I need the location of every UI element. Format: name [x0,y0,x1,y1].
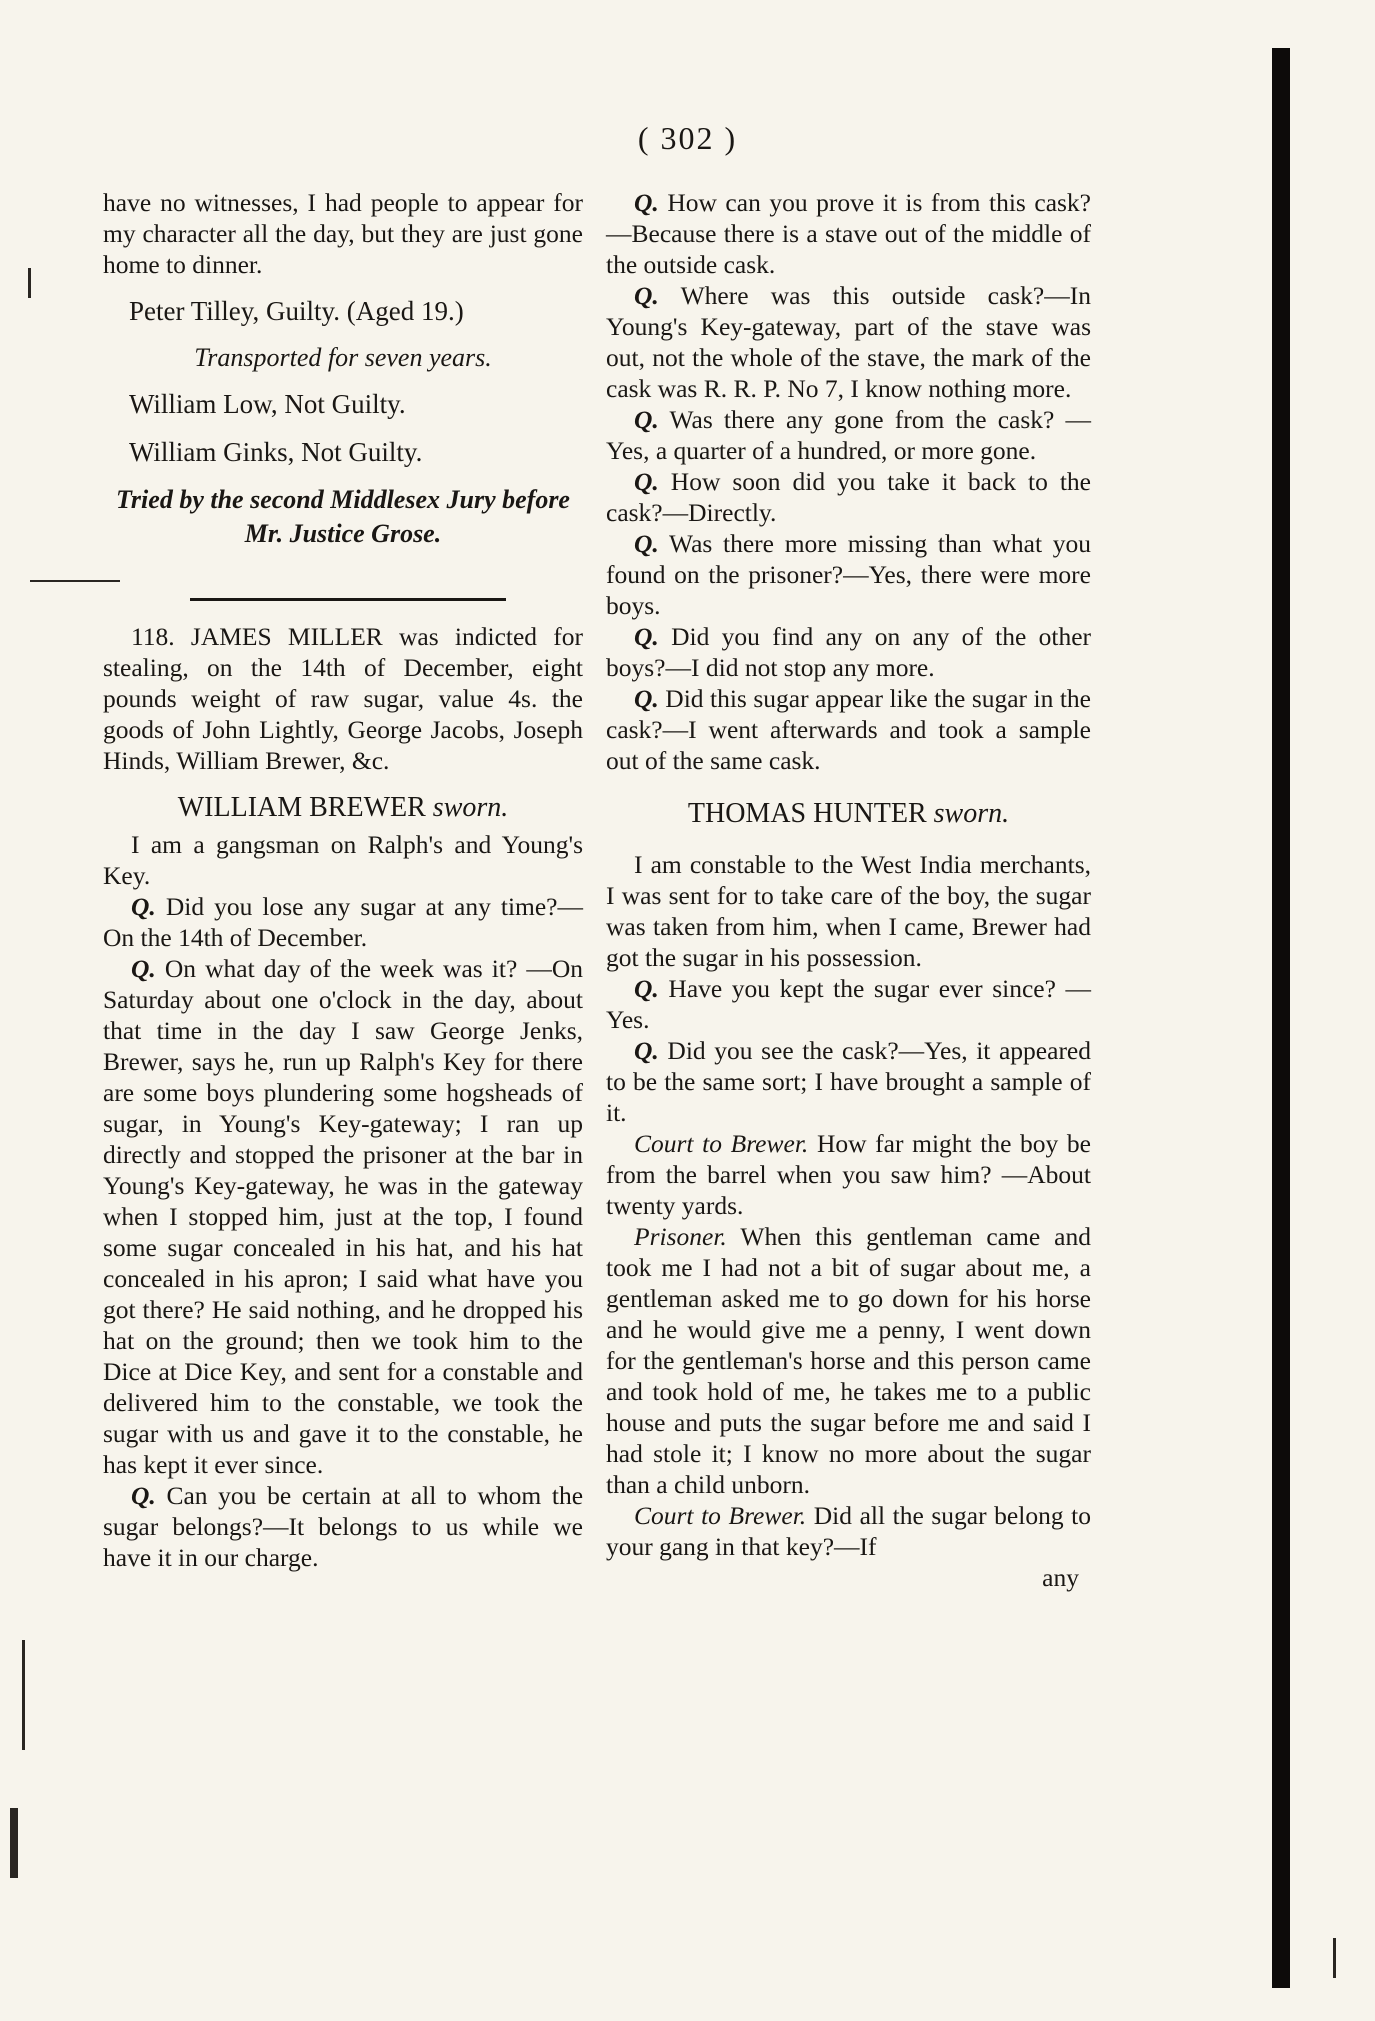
case-heading [103,621,583,776]
speaker-label: Court to Brewer. [634,1501,807,1530]
question-mark: Q. [634,529,659,558]
testimony-text: How far might the boy be from the barrel when you saw him? —About twenty yards. [606,1129,1092,1220]
case-text: JAMES MILLER was indicted for stealing, on the 14th of December, eight pounds weight of raw sugar, value 4s. the goods of John Lightly, George Jacobs, Joseph Hinds, William Brewer, &c. [103,622,583,775]
testimony-paragraph [606,1035,1091,1128]
testimony-paragraph [606,187,1091,280]
testimony-text: Did you find any on any of the other boys?—I did not stop any more. [606,622,1091,682]
testimony-text: Was there any gone from the cask? —Yes, a quarter of a hundred, or more gone. [606,405,1092,465]
testimony-paragraph [103,953,583,1480]
question-mark: Q. [634,1036,659,1065]
question-mark: Q. [634,467,659,496]
question-mark: Q. [634,974,659,1003]
verdict-line: William Low, Not Guilty. [129,389,406,419]
verdict-line: Peter Tilley, Guilty. (Aged 19.) [129,296,464,326]
testimony-text: Did this sugar appear like the sugar in the cask?—I went afterwards and took a sample out of the same cask. [606,684,1091,775]
testimony-paragraph [606,1128,1091,1221]
question-mark: Q. [131,954,156,983]
opening-text: have no witnesses, I had people to appear for my character all the day, but they are just gone home to dinner. [103,188,583,279]
testimony-paragraph [606,280,1091,404]
testimony-text: I am a gangsman on Ralph's and Young's Key. [103,830,583,890]
tried-by-line [103,483,583,551]
testimony-paragraph [606,973,1091,1035]
sentence-line: Transported for seven years. [194,343,492,372]
testimony-paragraph [606,683,1091,776]
binding-spine-bar [1272,48,1290,1988]
right-column [606,187,1091,1593]
edge-mark [22,1640,25,1750]
question-mark: Q. [131,1481,156,1510]
testimony-paragraph [103,1480,583,1573]
catchword: any [1042,1563,1079,1592]
testimony-paragraph [606,621,1091,683]
testimony-paragraph [606,1221,1091,1500]
section-rule [190,598,506,601]
testimony-text: Did all the sugar belong to your gang in that key?—If [606,1501,1091,1561]
verdict-line: William Ginks, Not Guilty. [129,437,423,467]
witness-sworn: sworn. [933,798,1010,829]
case-number: 118. [131,622,175,651]
witness-name: THOMAS HUNTER [687,798,927,829]
speaker-label: Court to Brewer. [634,1129,809,1158]
page-number: ( 302 ) [637,120,738,156]
testimony-text: I am constable to the West India merchants, I was sent for to take care of the boy, the sugar was taken from him, when I came, Brewer had got the sugar in his possession. [606,850,1091,972]
edge-mark [10,1808,18,1878]
left-column [103,187,583,1573]
testimony-text: Did you lose any sugar at any time?—On the 14th of December. [103,892,583,952]
testimony-paragraph [103,829,583,891]
testimony-paragraph [606,1500,1091,1562]
testimony-text: When this gentleman came and took me I had not a bit of sugar about me, a gentleman asked me to go down for his horse and he would give me a penny, I went down for the gentleman's horse and this person came and took hold of me, he takes me to a public house and puts the sugar before me and said I had stole it; I know no more about the sugar than a child unborn. [606,1222,1091,1499]
tried-by-text: Tried by the second Middlesex Jury before [116,485,570,514]
tried-by-judge: Mr. Justice Grose. [244,519,442,548]
witness-heading [103,792,583,823]
question-mark: Q. [634,622,659,651]
edge-mark [28,268,31,298]
speaker-label: Prisoner. [634,1222,727,1251]
testimony-text: On what day of the week was it? —On Saturday about one o'clock in the day, about that time in the day I saw George Jenks, Brewer, says he, run up Ralph's Key for there are some boys plundering some hogsheads of sugar, in Young's Key-gateway; I ran up directly and stopped the prisoner at the bar in Young's Key-gateway, he was in the gateway when I stopped him, just at the top, I found some sugar concealed in his hat, and his hat concealed in his apron; I said what have you got there? He said nothing, and he dropped his hat on the ground; then we took him to the Dice at Dice Key, and sent for a constable and delivered him to the constable, we took the sugar with us and gave it to the constable, he has kept it ever since. [103,954,584,1479]
testimony-text: How can you prove it is from this cask?—Because there is a stave out of the middle of the outside cask. [606,188,1092,279]
testimony-text: How soon did you take it back to the cask?—Directly. [606,467,1091,527]
question-mark: Q. [634,684,659,713]
testimony-text: Where was this outside cask?—In Young's Key-gateway, part of the stave was out, not the whole of the stave, the mark of the cask was R. R. P. No 7, I know nothing more. [606,281,1091,403]
question-mark: Q. [634,188,659,217]
testimony-paragraph [606,849,1091,973]
testimony-text: Was there more missing than what you found on the prisoner?—Yes, there were more boys. [606,529,1091,620]
testimony-text: Can you be certain at all to whom the sugar belongs?—It belongs to us while we have it in our charge. [103,1481,584,1572]
question-mark: Q. [634,405,659,434]
testimony-text: Have you kept the sugar ever since? —Yes. [606,974,1092,1034]
edge-mark [1333,1938,1336,1978]
witness-sworn: sworn. [432,792,509,823]
question-mark: Q. [634,281,659,310]
testimony-paragraph [606,404,1091,466]
witness-heading [606,798,1091,829]
testimony-paragraph [103,891,583,953]
question-mark: Q. [131,892,156,921]
witness-name: WILLIAM BREWER [177,792,426,823]
testimony-paragraph [606,528,1091,621]
testimony-text: Did you see the cask?—Yes, it appeared to be the same sort; I have brought a sample of it. [606,1036,1091,1127]
testimony-paragraph [606,466,1091,528]
